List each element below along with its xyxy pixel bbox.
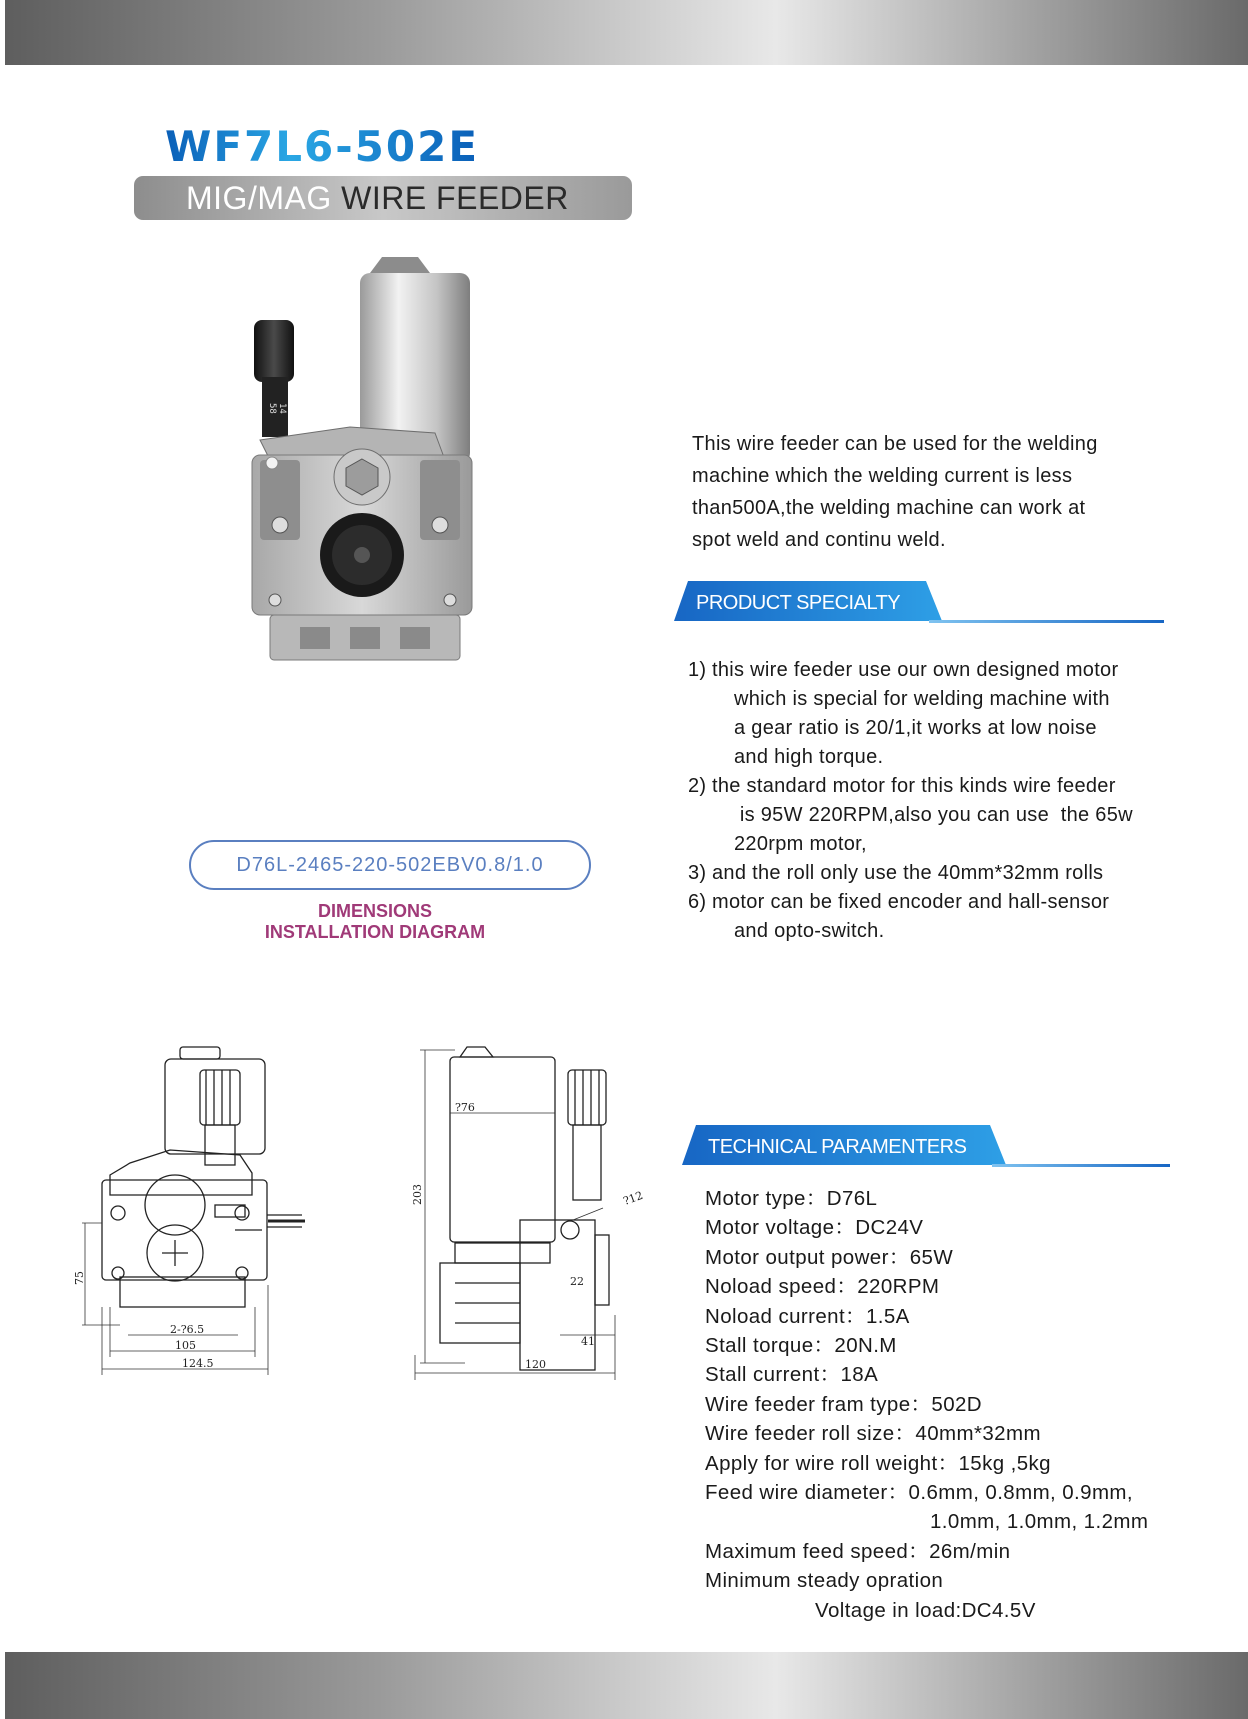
intro-line: This wire feeder can be used for the welding (692, 433, 1098, 455)
tech-row: Motor voltage：DC24V (705, 1216, 924, 1240)
photo-label-2: 14 (277, 403, 287, 414)
front-view-drawing (73, 1045, 340, 1380)
tech-row: Apply for wire roll weight：15kg ,5kg (705, 1451, 1051, 1475)
tech-row: Maximum feed speed：26m/min (705, 1539, 1011, 1563)
subtitle-part2: WIRE FEEDER (341, 180, 569, 216)
tech-row: Noload speed：220RPM (705, 1275, 940, 1299)
subtitle (186, 179, 569, 217)
tech-row: Motor output power：65W (705, 1245, 954, 1269)
dim-holes: 2-?6.5 (170, 1323, 205, 1336)
tech-row: Minimum steady opration (705, 1569, 944, 1593)
tech-row: Wire feeder fram type：502D (705, 1392, 982, 1416)
dim-motor: ?76 (455, 1101, 475, 1114)
product-code: D76L-2465-220-502EBV0.8/1.0 (189, 840, 591, 890)
tech-row: Feed wire diameter：0.6mm, 0.8mm, 0.9mm, (705, 1481, 1133, 1505)
list-item (688, 772, 1188, 859)
item-number: 6) (688, 891, 707, 913)
item-number: 3) (688, 862, 707, 884)
photo-label-1: 58 (267, 403, 277, 414)
dim-105: 105 (175, 1339, 196, 1352)
tech-row: Stall torque：20N.M (705, 1334, 897, 1358)
item-line: the standard motor for this kinds wire feeder (712, 775, 1116, 797)
dim-41: 41 (581, 1335, 595, 1348)
dim-height-75: 75 (73, 1271, 86, 1285)
item-number: 1) (688, 659, 707, 681)
subtitle-part1: MIG/MAG (186, 180, 332, 216)
top-banner (5, 0, 1248, 65)
intro-paragraph (692, 428, 1152, 556)
installation-diagram-label: INSTALLATION DIAGRAM (264, 922, 486, 942)
intro-line: than500A,the welding machine can work at (692, 497, 1086, 519)
item-line: and opto-switch. (734, 920, 885, 942)
item-line: and high torque. (734, 746, 884, 768)
dim-120: 120 (525, 1358, 546, 1371)
wire-feeder-photo (230, 255, 530, 725)
tech-row: Noload current：1.5A (705, 1304, 910, 1328)
intro-line: spot weld and continu weld. (692, 529, 946, 551)
item-line: is 95W 220RPM,also you can use the 65w (734, 804, 1133, 826)
item-line: 220rpm motor, (734, 833, 867, 855)
tech-row: Motor type：D76L (705, 1187, 878, 1210)
dimensions-label: DIMENSIONS (317, 901, 432, 921)
list-item (688, 656, 1188, 772)
model-title: WF7L6-502E (165, 120, 479, 174)
dim-shaft: ?12 (621, 1188, 645, 1208)
tech-row: Wire feeder roll size：40mm*32mm (705, 1422, 1041, 1446)
dim-124-5: 124.5 (182, 1357, 214, 1370)
list-item (688, 859, 1188, 888)
side-view-drawing (405, 1045, 660, 1380)
technical-list (705, 1184, 1205, 1625)
item-line: and the roll only use the 40mm*32mm rolls (712, 862, 1104, 884)
specialty-list (688, 656, 1188, 946)
dim-203: 203 (411, 1184, 424, 1205)
tech-row-continued: 1.0mm, 1.0mm, 1.2mm (930, 1510, 1149, 1534)
product-specialty-title: PRODUCT SPECIALTY (696, 592, 901, 614)
item-line: which is special for welding machine with (734, 688, 1110, 710)
tech-row: Stall current：18A (705, 1363, 879, 1387)
product-specialty-heading (674, 581, 1164, 625)
item-line: a gear ratio is 20/1,it works at low noise (734, 717, 1097, 739)
item-line: this wire feeder use our own designed motor (712, 659, 1119, 681)
list-item (688, 888, 1188, 946)
technical-heading (682, 1125, 1170, 1169)
item-number: 2) (688, 775, 707, 797)
intro-line: machine which the welding current is less (692, 465, 1073, 487)
item-line: motor can be fixed encoder and hall-sensor (712, 891, 1110, 913)
tech-row-indented: Voltage in load:DC4.5V (815, 1598, 1036, 1622)
bottom-banner (5, 1652, 1248, 1719)
technical-title: TECHNICAL PARAMENTERS (708, 1136, 967, 1158)
dim-22: 22 (570, 1275, 584, 1288)
